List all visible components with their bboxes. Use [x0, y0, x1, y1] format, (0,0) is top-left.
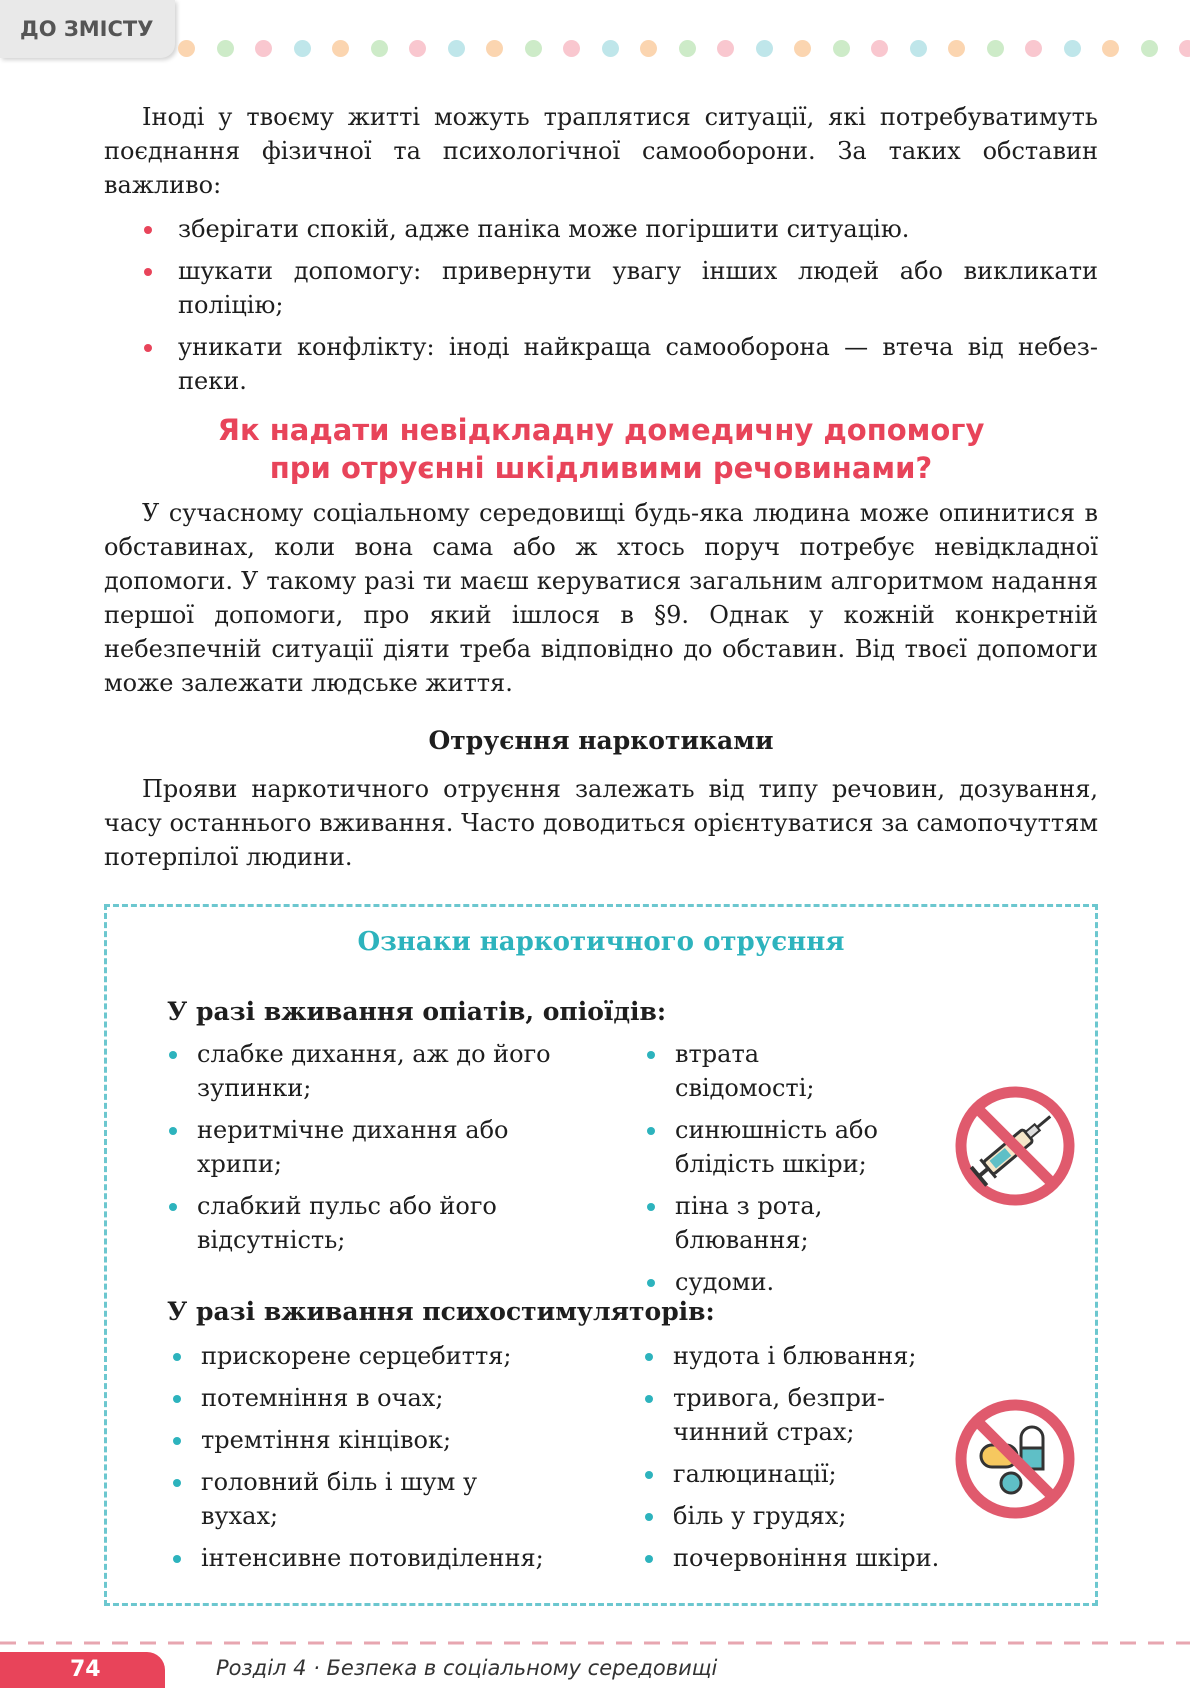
decorative-dot — [1179, 40, 1190, 57]
list-item: галюцинації; — [643, 1457, 943, 1491]
list-item: неритмічне дихання або хрипи; — [167, 1113, 577, 1181]
list-item: тривога, безпричинний страх; — [643, 1381, 903, 1449]
toc-link[interactable] — [0, 0, 175, 58]
section-heading-line1: Як надати невідкладну домедичну допомогу — [217, 413, 985, 447]
stimulants-right-list — [643, 1339, 943, 1583]
list-item: біль у грудях; — [643, 1499, 943, 1533]
list-item: почервоніння шкіри. — [643, 1541, 943, 1575]
list-item: уникати конфлікту: іноді найкраща самооборона — втеча від небезпеки. — [104, 330, 1098, 398]
list-item: потемніння в очах; — [171, 1381, 601, 1415]
decorative-dot — [1025, 40, 1042, 57]
list-item: слабкий пульс або його відсутність; — [167, 1189, 577, 1257]
decorative-dot — [486, 40, 503, 57]
decorative-dot — [948, 40, 965, 57]
section-heading — [104, 411, 1098, 487]
stimulants-left-list — [171, 1339, 601, 1583]
list-item: прискорене серцебиття; — [171, 1339, 601, 1373]
decorative-dot — [602, 40, 619, 57]
stimulants-title: У разі вживання психостимуляторів: — [167, 1297, 715, 1326]
list-item: синюшність або блідість шкіри; — [645, 1113, 905, 1181]
list-item: втрата свідомості; — [645, 1037, 905, 1105]
decorative-dot — [332, 40, 349, 57]
section-body — [104, 496, 1098, 700]
decorative-dot — [178, 40, 195, 57]
list-item: піна з рота, блювання; — [645, 1189, 905, 1257]
decorative-dot — [794, 40, 811, 57]
toc-label: ДО ЗМІСТУ — [20, 17, 154, 41]
decorative-dot — [448, 40, 465, 57]
subsection-paragraph: Прояви наркотичного отруєння залежать від типу речовин, дозування, часу останнього вживання. Часто доводиться орієнтуватися за самопочуттям потерпілої людини. — [104, 775, 1098, 871]
opiates-left-list — [167, 1037, 577, 1265]
chapter-title: Розділ 4 · Безпека в соціальному середовищі — [216, 1656, 718, 1680]
list-item: інтенсивне потовиділення; — [171, 1541, 601, 1575]
no-syringe-icon — [953, 1084, 1077, 1208]
section-heading-line2: при отруєнні шкідливими речовинами? — [269, 451, 933, 485]
decorative-dot — [1064, 40, 1081, 57]
symptoms-box — [104, 904, 1098, 1606]
decorative-dot — [756, 40, 773, 57]
decorative-dot — [987, 40, 1004, 57]
decorative-dot — [1102, 40, 1119, 57]
footer-divider — [0, 1640, 1190, 1646]
decorative-dot — [910, 40, 927, 57]
decorative-dot — [871, 40, 888, 57]
decorative-dot — [294, 40, 311, 57]
list-item: тремтіння кінцівок; — [171, 1423, 601, 1457]
decorative-dot — [371, 40, 388, 57]
decorative-dots — [178, 40, 1190, 58]
intro-paragraph: Іноді у твоєму житті можуть траплятися ситуації, які потребуватимуть поєднання фізичної та психологічної самооборони. За таких обставин важливо: — [104, 103, 1098, 199]
decorative-dot — [679, 40, 696, 57]
opiates-title: У разі вживання опіатів, опіоїдів: — [167, 997, 667, 1026]
subsection-heading: Отруєння наркотиками — [428, 726, 774, 755]
decorative-dot — [409, 40, 426, 57]
decorative-dot — [563, 40, 580, 57]
list-item: головний біль і шум у вухах; — [171, 1465, 501, 1533]
decorative-dot — [717, 40, 734, 57]
list-item: слабке дихання, аж до його зупинки; — [167, 1037, 577, 1105]
opiates-right-list — [645, 1037, 905, 1307]
list-item: зберігати спокій, адже паніка може погіршити ситуацію. — [104, 212, 1098, 246]
box-title: Ознаки наркотичного отруєння — [357, 927, 845, 957]
list-item: нудота і блювання; — [643, 1339, 943, 1373]
decorative-dot — [525, 40, 542, 57]
list-item: судоми. — [645, 1265, 905, 1299]
intro-block — [104, 100, 1098, 406]
decorative-dot — [1141, 40, 1158, 57]
section-paragraph: У сучасному соціальному середовищі будь-яка людина може опинитися в обставинах, коли вона сама або ж хтось поруч потребує невідкладної допомоги. У такому разі ти маєш керуватися загальним алгоритмом надання першої допомоги, про який ішлося в §9. Однак у кожній конкретній небезпечній ситуації діяти треба відповідно до обставин. Від твоєї допомоги може залежати людське життя. — [104, 499, 1098, 697]
decorative-dot — [640, 40, 657, 57]
decorative-dot — [833, 40, 850, 57]
decorative-dot — [255, 40, 272, 57]
list-item: шукати допомогу: привернути увагу інших людей або викликати поліцію; — [104, 254, 1098, 322]
page-number: 74 — [0, 1652, 165, 1688]
subsection-body — [104, 772, 1098, 874]
decorative-dot — [217, 40, 234, 57]
intro-list — [104, 212, 1098, 398]
no-pills-icon — [953, 1397, 1077, 1521]
